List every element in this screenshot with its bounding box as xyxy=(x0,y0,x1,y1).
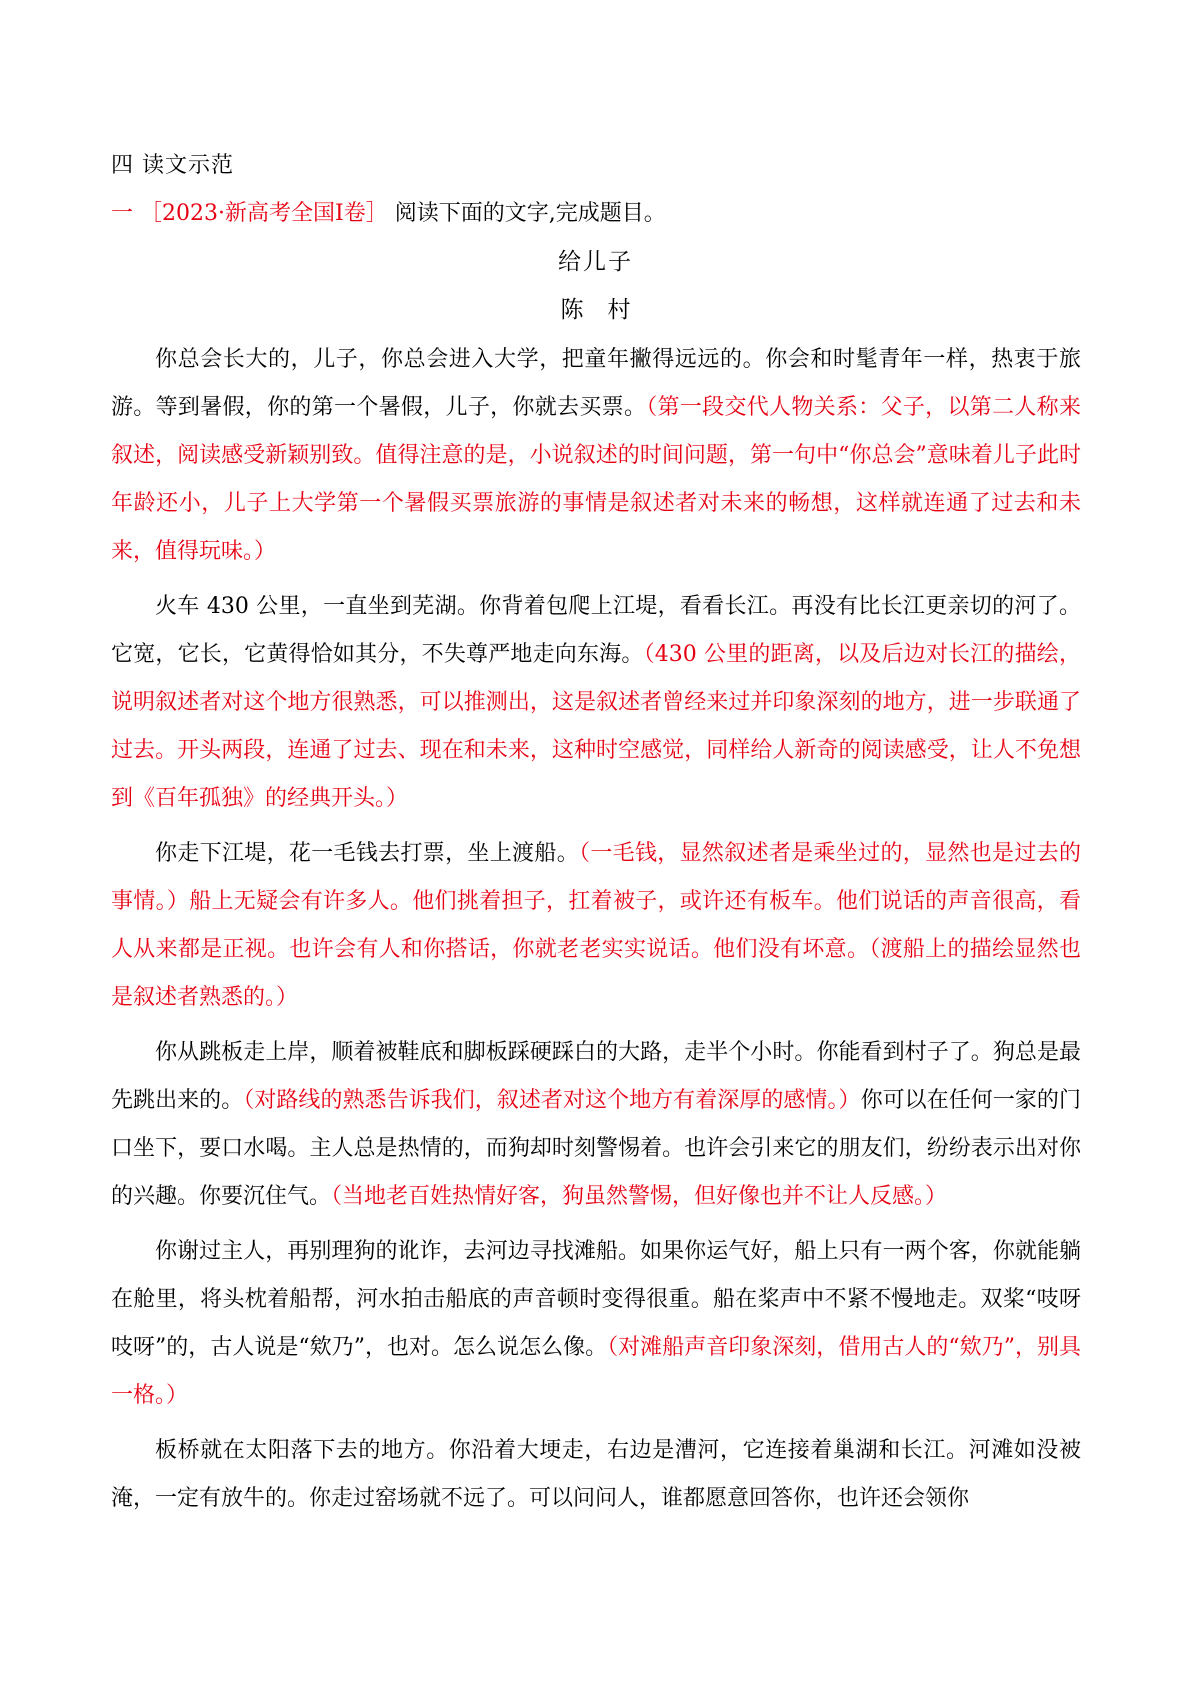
article-author xyxy=(0,294,1191,326)
text-segment: 你可以在任何一家的门口坐下，要口水喝。主人总是热情的，而狗却时刻警惕着。也许会引来它的朋友们，纷纷表示出对你的兴趣。你要沉住气。 xyxy=(111,1088,1081,1209)
annotation-segment: （430 公里的距离，以及后边对长江的描绘，说明叙述者对这个地方很熟悉，可以推测出，这是叙述者曾经来过并印象深刻的地方，进一步联通了过去。开头两段，连通了过去、现在和未来，这种时空感觉，同样给人新奇的阅读感受，让人不免想到《百年孤独》的经典开头。） xyxy=(111,642,1081,811)
annotation-segment: （第一段交代人物关系：父子，以第二人称来叙述，阅读感受新颖别致。值得注意的是，小说叙述的时间问题，第一句中“你总会”意味着儿子此时年龄还小，儿子上大学第一个暑假买票旅游的事情是叙述者对未来的畅想，这样就连通了过去和未来，值得玩味。） xyxy=(111,395,1081,564)
annotation-segment: （一毛钱，显然叙述者是乘坐过的，显然也是过去的事情。）船上无疑会有许多人。他们挑着担子，扛着被子，或许还有板车。他们说话的声音很高，看人从来都是正视。也许会有人和你搭话，你就老老实实说话。他们没有坏意。（渡船上的描绘显然也是叙述者熟悉的。） xyxy=(111,841,1081,1010)
text-segment: 你谢过主人，再别理狗的讹诈，去河边寻找滩船。如果你运气好，船上只有一两个客，你就能躺在舱里，将头枕着船帮，河水拍击船底的声音顿时变得很重。船在桨声中不紧不慢地走。双桨“吱呀吱呀”的，古人说是“欸乃”，也对。怎么说怎么像。 xyxy=(111,1239,1081,1360)
article-title: 给儿子 xyxy=(558,249,633,275)
author-first-char: 陈 xyxy=(560,297,584,323)
paragraph-3 xyxy=(111,830,1081,1022)
question-source: ［2023·新高考全国Ⅰ卷］ xyxy=(140,201,388,226)
paragraph-1 xyxy=(111,336,1081,576)
annotation-segment: （当地老百姓热情好客，狗虽然警惕，但好像也并不让人反感。） xyxy=(331,1184,948,1209)
paragraph-2 xyxy=(111,583,1081,823)
text-segment: 你走下江堤，花一毛钱去打票，坐上渡船。 xyxy=(155,841,580,866)
paragraph-4 xyxy=(111,1029,1081,1221)
text-segment: 你总会长大的，儿子，你总会进入大学，把童年撇得远远的。你会和时髦青年一样，热衷于旅游。等到暑假，你的第一个暑假，儿子，你就去买票。 xyxy=(111,347,1081,420)
question-number: 一 xyxy=(111,201,134,226)
paragraph-5 xyxy=(111,1228,1081,1420)
text-segment: 板桥就在太阳落下去的地方。你沿着大埂走，右边是漕河，它连接着巢湖和长江。河滩如没被淹，一定有放牛的。你走过窑场就不远了。可以问问人，谁都愿意回答你，也许还会领你 xyxy=(111,1438,1081,1511)
author-second-char: 村 xyxy=(607,297,631,323)
question-instruction: 阅读下面的文字,完成题目。 xyxy=(394,201,666,226)
question-line xyxy=(111,198,666,230)
text-segment: 火车 430 公里，一直坐到芜湖。你背着包爬上江堤，看看长江。再没有比长江更亲切的河了。它宽，它长，它黄得恰如其分，不失尊严地走向东海。 xyxy=(111,594,1081,667)
paragraph-6 xyxy=(111,1427,1081,1523)
section-heading: 四 读文示范 xyxy=(111,153,234,178)
article-body xyxy=(111,336,1081,1530)
annotation-segment: （对滩船声音印象深刻，借用古人的“欸乃”，别具一格。） xyxy=(111,1335,1081,1408)
text-segment: 你从跳板走上岸，顺着被鞋底和脚板踩硬踩白的大路，走半个小时。你能看到村子了。狗总是最先跳出来的。 xyxy=(111,1040,1081,1113)
annotation-segment: （对路线的熟悉告诉我们，叙述者对这个地方有着深厚的感情。） xyxy=(243,1088,861,1113)
